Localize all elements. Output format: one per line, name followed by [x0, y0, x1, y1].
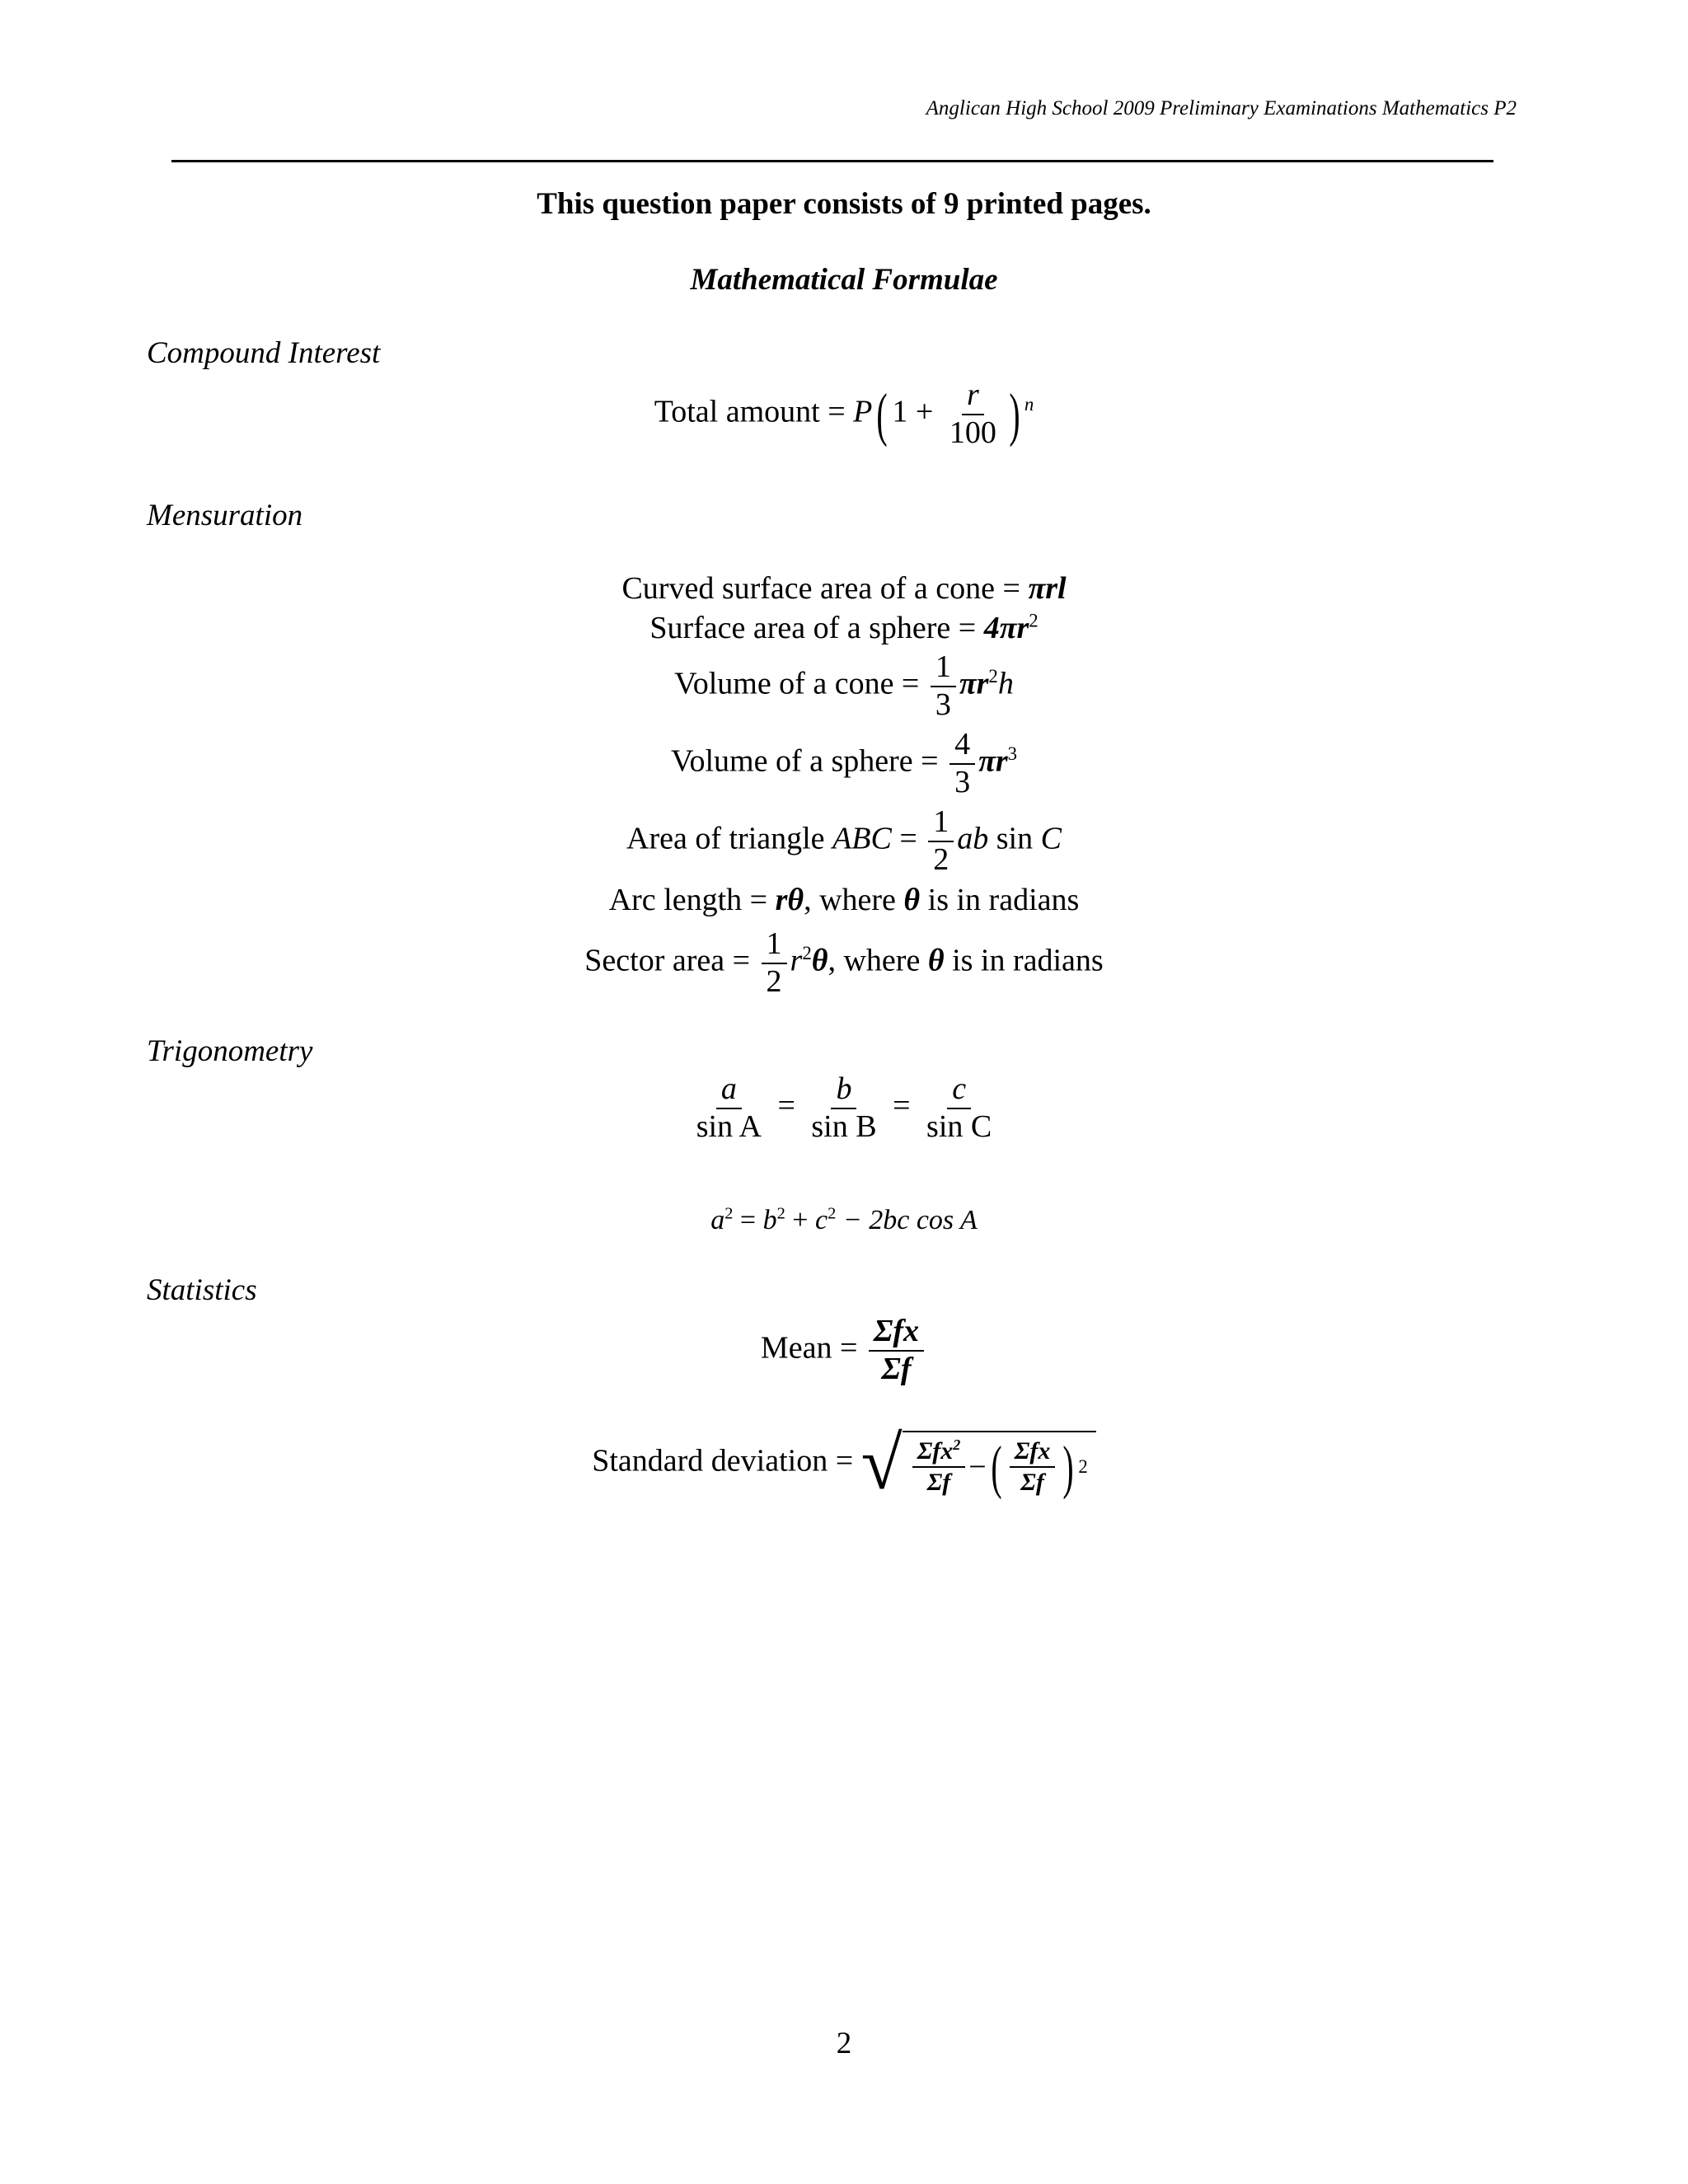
- sphere-vol-num: 4: [950, 729, 975, 765]
- sector-label: Sector area =: [584, 943, 751, 978]
- page-number: 2: [836, 2027, 852, 2060]
- formula-standard-deviation: [0, 1422, 1688, 1505]
- exponent-n: n: [1024, 393, 1034, 415]
- formula-sphere-volume: [0, 729, 1688, 799]
- triangle-angle-c: C: [1040, 821, 1062, 856]
- arc-expr: rθ: [775, 883, 804, 917]
- sine-sin-c: sin C: [926, 1108, 992, 1144]
- cosine-plus: +: [792, 1205, 809, 1235]
- formula-sphere-sa: [0, 610, 1688, 646]
- arc-theta: θ: [903, 883, 921, 917]
- sector-suffix: is in radians: [952, 943, 1104, 978]
- sector-num: 1: [762, 928, 787, 964]
- one-plus: 1 +: [892, 394, 934, 429]
- arc-suffix: is in radians: [927, 883, 1080, 917]
- sphere-vol-exp: 3: [1007, 743, 1018, 764]
- cone-vol-pi-r: πr: [959, 666, 989, 701]
- cone-vol-fraction: [931, 651, 956, 722]
- page-notice: This question paper consists of 9 printed pages.: [537, 187, 1151, 221]
- sd-sqrt: [860, 1422, 1096, 1505]
- sd-num-1-text: Σfx: [917, 1437, 954, 1465]
- arc-label: Arc length =: [608, 883, 768, 917]
- sd-open-paren: (: [991, 1433, 1002, 1500]
- cosine-equals: =: [739, 1205, 757, 1235]
- cone-vol-h: h: [997, 666, 1014, 701]
- sine-rule-a: [692, 1073, 767, 1144]
- triangle-num: 1: [928, 806, 954, 842]
- sd-label: Standard deviation =: [592, 1443, 854, 1479]
- cosine-rest: − 2bc cos A: [842, 1205, 978, 1235]
- sd-num-2: Σfx: [1010, 1438, 1056, 1468]
- sine-b: b: [831, 1073, 856, 1109]
- cosine-c: c: [814, 1205, 828, 1235]
- sd-den-2: Σf: [1020, 1468, 1044, 1496]
- sphere-sa-label: Surface area of a sphere =: [649, 611, 977, 645]
- sine-sin-b: sin B: [811, 1108, 877, 1144]
- cosine-a: a: [710, 1205, 725, 1235]
- mean-den: Σf: [881, 1351, 912, 1386]
- cone-vol-den: 3: [935, 687, 951, 722]
- sphere-vol-fraction: [950, 729, 975, 799]
- sector-exp: 2: [802, 942, 812, 963]
- sine-c: c: [947, 1073, 971, 1109]
- triangle-ab: ab: [957, 821, 989, 856]
- arc-where: , where: [804, 883, 896, 917]
- triangle-name: ABC: [832, 821, 892, 856]
- sector-theta: θ: [811, 943, 828, 978]
- sine-rule-b: [806, 1073, 881, 1144]
- sd-radicand: $\frac{\Sigma fx^2}{\Sigma f}$ − ( $\frac{\text{Σfx}}{\Sigma f}$ ) 2: [903, 1431, 1096, 1497]
- sd-den-1: Σf: [926, 1468, 951, 1496]
- sphere-sa-exp: 2: [1029, 610, 1039, 631]
- sqrt-icon: √: [860, 1422, 903, 1505]
- triangle-fraction: [928, 806, 954, 877]
- formula-cone-volume: [0, 651, 1688, 722]
- formula-arc-length: [0, 882, 1688, 918]
- formula-sector-area: [0, 928, 1688, 999]
- sphere-vol-label: Volume of a sphere =: [670, 743, 939, 779]
- cone-vol-label: Volume of a cone =: [674, 666, 920, 701]
- formula-cosine-rule: [0, 1205, 1688, 1236]
- formula-triangle-area: [0, 806, 1688, 877]
- formula-sine-rule: [0, 1073, 1688, 1144]
- sector-fraction: [762, 928, 787, 999]
- header-rule: [171, 160, 1493, 162]
- sd-fraction-2: [1010, 1438, 1056, 1495]
- sector-den: 2: [766, 963, 782, 999]
- total-amount-label: Total amount =: [654, 394, 846, 429]
- running-header: Anglican High School 2009 Preliminary Examinations Mathematics P2: [926, 97, 1517, 120]
- sector-theta-2: θ: [927, 943, 945, 978]
- section-statistics: Statistics: [147, 1273, 257, 1307]
- cone-csa-expr: πrl: [1028, 571, 1067, 606]
- principal-symbol: P: [853, 394, 873, 429]
- sd-fraction-1: [912, 1438, 966, 1495]
- cosine-b: b: [762, 1205, 777, 1235]
- sd-close-paren: ): [1062, 1433, 1074, 1500]
- cone-vol-num: 1: [931, 651, 956, 687]
- section-trigonometry: Trigonometry: [147, 1034, 313, 1068]
- sine-rule-c: [921, 1073, 996, 1144]
- cosine-b-sq: 2: [776, 1204, 785, 1223]
- sine-a: a: [716, 1073, 742, 1109]
- triangle-label: Area of triangle: [626, 821, 825, 856]
- formula-cone-csa: [0, 570, 1688, 607]
- rate-fraction: [945, 379, 1001, 450]
- mean-fraction: [869, 1315, 924, 1386]
- mean-label: Mean =: [760, 1330, 858, 1366]
- close-paren: ): [1009, 381, 1020, 448]
- cone-vol-exp: 2: [988, 665, 998, 687]
- cosine-a-sq: 2: [724, 1204, 734, 1223]
- sector-r: r: [790, 943, 803, 978]
- sector-where: , where: [828, 943, 921, 978]
- open-paren: (: [876, 381, 888, 448]
- triangle-sin: sin: [996, 821, 1034, 856]
- formula-mean: [0, 1315, 1688, 1386]
- rate-numerator: r: [962, 379, 984, 415]
- mean-num: Σfx: [869, 1315, 924, 1352]
- formula-total-amount: [0, 379, 1688, 450]
- sine-equals-2: =: [893, 1088, 911, 1123]
- cosine-c-sq: 2: [828, 1204, 837, 1223]
- triangle-den: 2: [933, 841, 950, 877]
- section-compound-interest: Compound Interest: [147, 336, 381, 370]
- rate-denominator: 100: [949, 415, 996, 450]
- sd-minus: −: [968, 1449, 987, 1484]
- sphere-vol-den: 3: [954, 764, 971, 799]
- sine-sin-a: sin A: [696, 1108, 762, 1144]
- section-mensuration: Mensuration: [147, 499, 303, 532]
- sine-equals-1: =: [777, 1088, 795, 1123]
- formulae-heading: Mathematical Formulae: [690, 263, 998, 297]
- sphere-sa-expr: 4πr: [983, 611, 1029, 645]
- sphere-vol-pi-r: πr: [978, 743, 1008, 779]
- triangle-equals: =: [899, 821, 917, 856]
- sd-num-1: [912, 1438, 966, 1468]
- cone-csa-label: Curved surface area of a cone =: [621, 571, 1020, 606]
- sd-num-1-exp: 2: [953, 1436, 961, 1454]
